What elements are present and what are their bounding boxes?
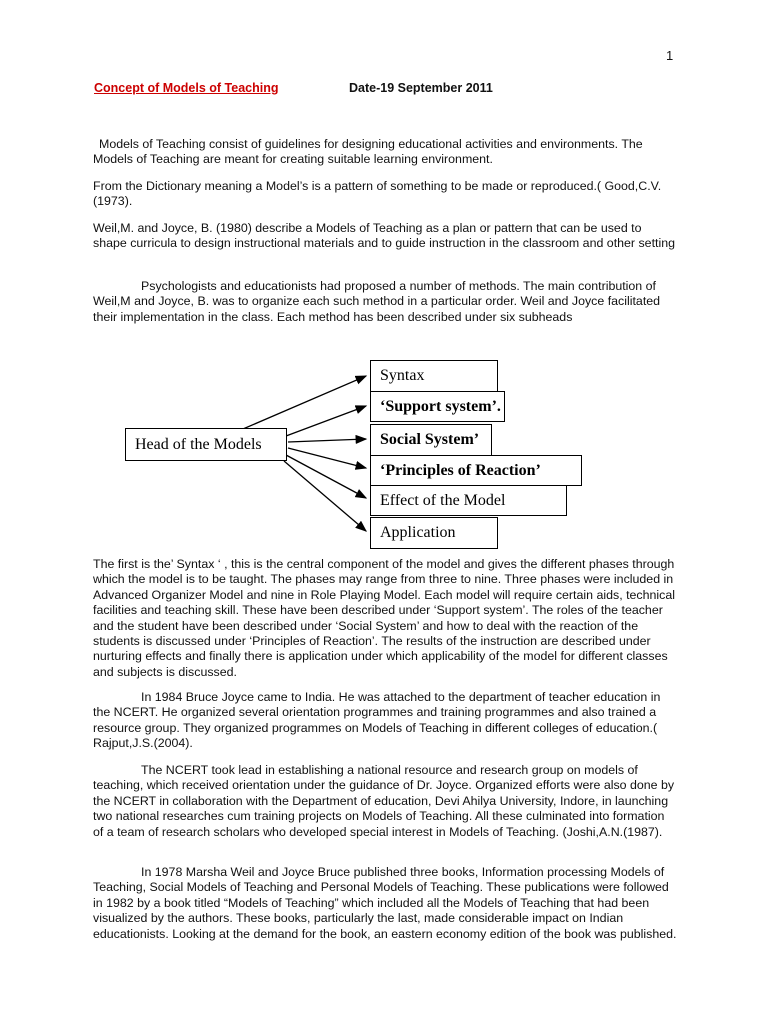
diagram-box-support-system: ‘Support system’. <box>370 391 505 422</box>
diagram-box-social-system: Social System’ <box>370 424 492 456</box>
document-title: Concept of Models of Teaching <box>94 81 279 95</box>
paragraph-weil-joyce: Weil,M. and Joyce, B. (1980) describe a Models of Teaching as a plan or pattern that can be used to shape curricula to design instructional materials and to guide instruction in the classroom and other setting <box>93 221 675 251</box>
paragraph-books: In 1978 Marsha Weil and Joyce Bruce published three books, Information processing Models of Teaching, Social Models of Teaching and Personal Models of Teaching. These publications were followed in 1982 by a book titled “Models of Teaching” which included all the Models of Teaching that had been visualized by the authors. These books, particularly the last, made considerable impact on Indian educationists. Looking at the demand for the book, an eastern economy edition of the book was published. <box>93 865 677 941</box>
diagram-head-box: Head of the Models <box>125 428 287 461</box>
document-date: Date-19 September 2011 <box>349 81 493 95</box>
diagram-box-syntax: Syntax <box>370 360 498 392</box>
paragraph-dictionary: From the Dictionary meaning a Model’s is a pattern of something to be made or reproduced.( Good,C.V.(1973). <box>93 179 662 209</box>
paragraph-ncert: The NCERT took lead in establishing a national resource and research group on models of teaching, which received orientation under the guidance of Dr. Joyce. Organized efforts were also done by the NCERT in collaboration with the Department of education, Devi Ahilya University, Indore, in launching two national researches cum training projects on Models of Teaching. All these culminated into formation of a team of research scholars who developed special interest in Models of Teaching. (Joshi,A.N.(1987). <box>93 763 675 839</box>
page-number: 1 <box>666 48 674 63</box>
paragraph-psychologists: Psychologists and educationists had proposed a number of methods. The main contribution of Weil,M and Joyce, B. was to organize each such method in a particular order. Weil and Joyce facilitated their implementation in the class. Each method has been described under six subheads <box>93 279 661 324</box>
paragraph-syntax-description: The first is the’ Syntax ‘ , this is the central component of the model and gives the different phases through which the model is to be taught. The phases may range from three to nine. Three phases were included in Advanced Organizer Model and nine in Role Playing Model. Each model will require certain aids, technical facilities and teaching skill. These have been described under ‘Support system’. The roles of the teacher and the student have been described under ‘Social System’ and how to deal with the reaction of the students is discussed under ‘Principles of Reaction’. The results of the instruction are described under nurturing effects and finally there is application under which applicability of the model for different classes and subjects is discussed. <box>93 557 675 679</box>
paragraph-intro: Models of Teaching consist of guidelines for designing educational activities and environments. The Models of Teaching are meant for creating suitable learning environment. <box>93 137 643 167</box>
arrow-to-social-system <box>288 439 366 442</box>
arrow-to-support-system <box>286 406 366 436</box>
diagram-box-effect-model: Effect of the Model <box>370 485 567 516</box>
arrow-to-application <box>284 461 366 531</box>
arrow-to-effect <box>286 455 366 498</box>
diagram-box-application: Application <box>370 517 498 549</box>
arrow-to-principles <box>288 448 366 468</box>
diagram-box-principles-reaction: ‘Principles of Reaction’ <box>370 455 582 486</box>
arrow-to-syntax <box>236 376 366 432</box>
paragraph-joyce-india: In 1984 Bruce Joyce came to India. He was attached to the department of teacher education in the NCERT. He organized several orientation programmes and training programmes and also trained a resource group. They organized programmes on Models of Teaching in different colleges of education.( Rajput,J.S.(2004). <box>93 690 661 751</box>
